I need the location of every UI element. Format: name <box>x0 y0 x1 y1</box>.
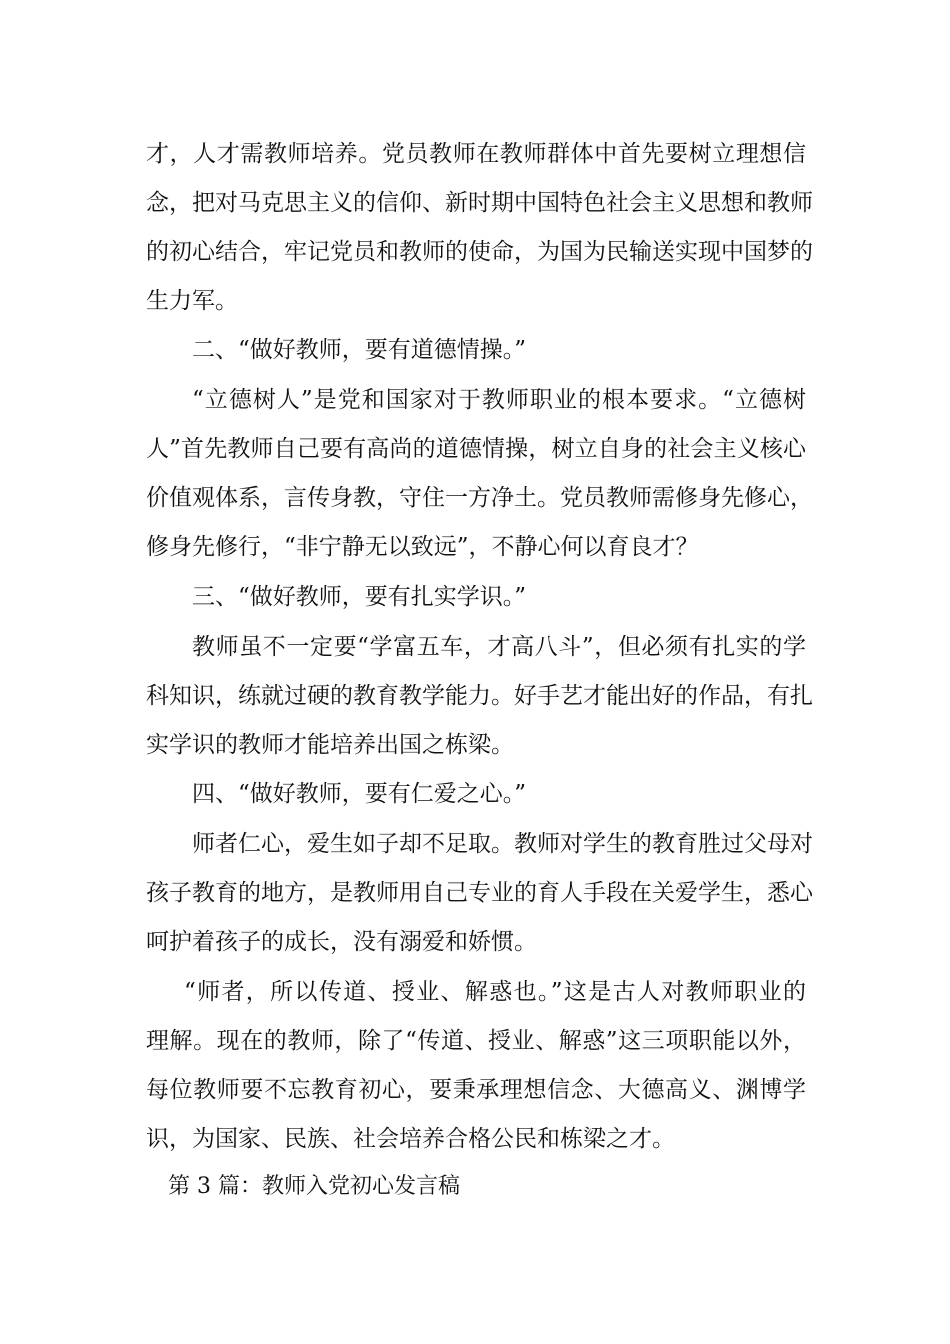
paragraph-1-line-2: 念，把对马克思主义的信仰、新时期中国特色社会主义思想和教师 <box>146 190 813 216</box>
paragraph-2-line-2: 人”首先教师自己要有高尚的道德情操，树立自身的社会主义核心 <box>146 436 806 462</box>
section-heading-3: 三、“做好教师，要有扎实学识。” <box>192 584 527 610</box>
paragraph-3-line-1: 教师虽不一定要“学富五车，才高八斗”，但必须有扎实的学 <box>192 634 806 660</box>
paragraph-1-line-4: 生力军。 <box>146 288 238 314</box>
paragraph-2-line-3: 价值观体系，言传身教，守住一方净土。党员教师需修身先修心， <box>146 485 813 511</box>
paragraph-1-line-3: 的初心结合，牢记党员和教师的使命，为国为民输送实现中国梦的 <box>146 239 813 265</box>
paragraph-4-line-1: 师者仁心，爱生如子却不足取。教师对学生的教育胜过父母对 <box>192 831 813 857</box>
paragraph-4-line-3: 呵护着孩子的成长，没有溺爱和娇惯。 <box>146 929 537 955</box>
paragraph-3-line-2: 科知识，练就过硬的教育教学能力。好手艺才能出好的作品，有扎 <box>146 683 813 709</box>
paragraph-3-line-3: 实学识的教师才能培养出国之栋梁。 <box>146 732 514 758</box>
paragraph-2-line-1: “立德树人”是党和国家对于教师职业的根本要求。“立德树 <box>192 387 806 413</box>
next-section-title: 第 3 篇：教师入党初心发言稿 <box>168 1174 460 1199</box>
paragraph-5-line-4: 识，为国家、民族、社会培养合格公民和栋梁之才。 <box>146 1126 675 1152</box>
paragraph-1-line-1: 才，人才需教师培养。党员教师在教师群体中首先要树立理想信 <box>146 141 806 167</box>
paragraph-5-line-1: “师者，所以传道、授业、解惑也。”这是古人对教师职业的 <box>184 979 806 1005</box>
paragraph-5-line-2: 理解。现在的教师，除了“传道、授业、解惑”这三项职能以外， <box>146 1028 806 1054</box>
section-heading-2: 二、“做好教师，要有道德情操。” <box>192 337 527 363</box>
paragraph-4-line-2: 孩子教育的地方，是教师用自己专业的育人手段在关爱学生，悉心 <box>146 880 813 906</box>
paragraph-2-line-4: 修身先修行，“非宁静无以致远”，不静心何以育良才？ <box>146 534 699 560</box>
paragraph-5-line-3: 每位教师要不忘教育初心，要秉承理想信念、大德高义、渊博学 <box>146 1077 806 1103</box>
section-heading-4: 四、“做好教师，要有仁爱之心。” <box>192 781 527 807</box>
